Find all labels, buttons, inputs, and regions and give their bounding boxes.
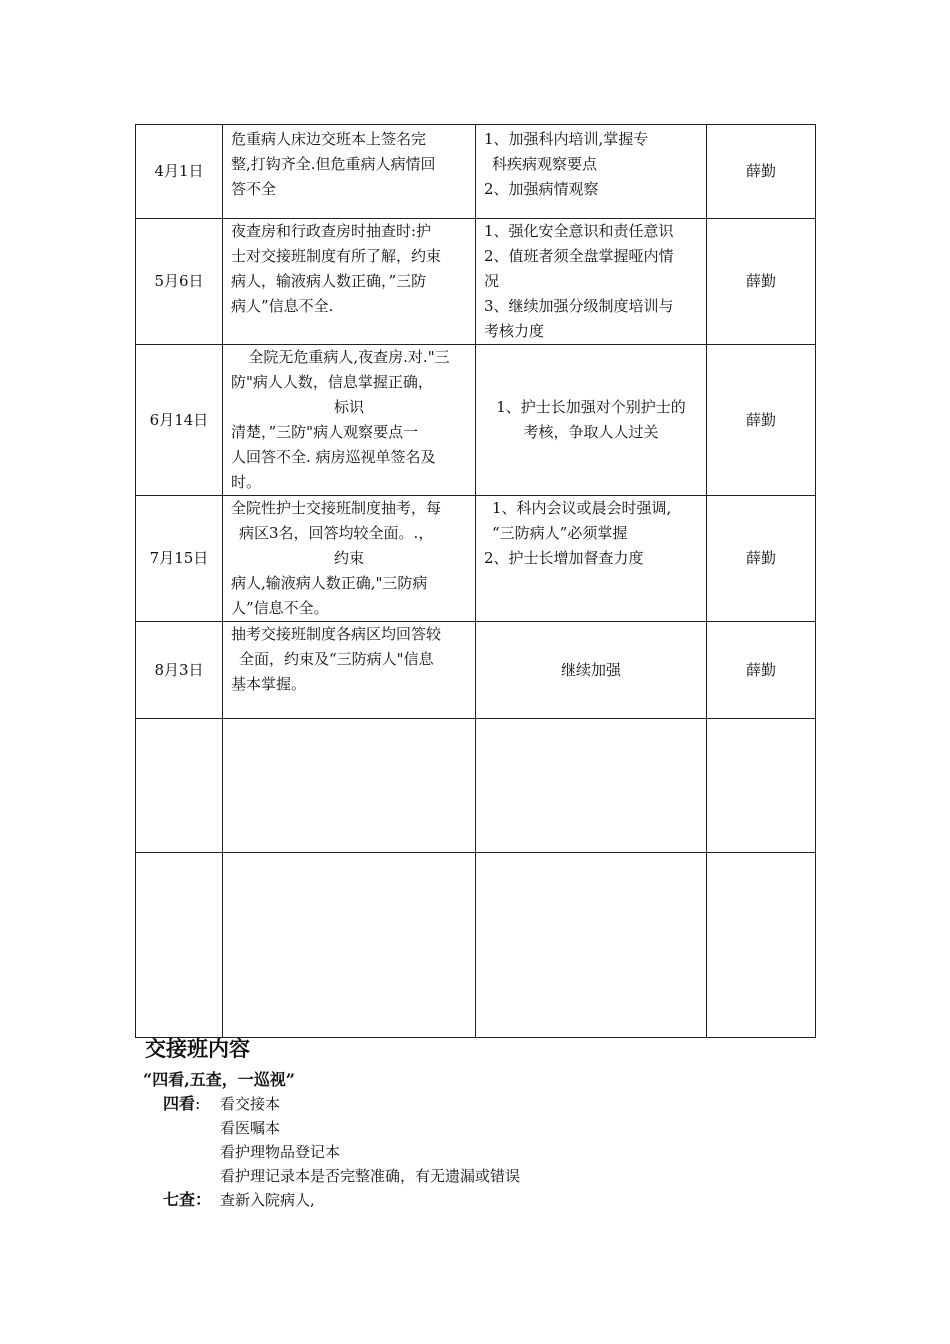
four-look-item: 看护理物品登记本 [220, 1143, 341, 1161]
owner-cell: 薛勤 [707, 622, 816, 719]
table-row [136, 345, 816, 496]
problem-line: 危重病人床边交班本上签名完 [231, 130, 427, 148]
problem-line: 时。 [231, 473, 262, 491]
four-look-row [145, 1092, 520, 1116]
owner-cell [707, 853, 816, 1038]
problem-line: 抽考交接班制度各病区均回答较 [231, 625, 442, 643]
table-row [136, 622, 816, 719]
table-row [136, 125, 816, 219]
problem-line: 答不全 [231, 180, 277, 198]
date-cell [136, 719, 223, 853]
table-row [136, 719, 816, 853]
problem-cell [223, 496, 476, 622]
date-cell: 8月3日 [136, 622, 223, 719]
handover-content-section [145, 1034, 520, 1212]
date-cell [136, 853, 223, 1038]
problem-line: 防"病人人数，信息掌握正确， [231, 373, 433, 391]
problem-line: 士对交接班制度有所了解，约束 [231, 247, 442, 265]
problem-cell [223, 719, 476, 853]
problem-line: 基本掌握。 [231, 675, 307, 693]
date-cell: 6月14日 [136, 345, 223, 496]
problem-line: 全面，约束及“三防病人"信息 [239, 650, 434, 668]
problem-line: 全院无危重病人,夜查房.对."三 [248, 348, 450, 366]
measure-cell [476, 345, 707, 496]
problem-cell [223, 345, 476, 496]
problem-line: 标识 [333, 398, 364, 416]
measure-cell [476, 853, 707, 1038]
problem-line: 人”信息不全。 [231, 599, 329, 617]
measure-line: 考核力度 [484, 322, 545, 340]
date-cell: 7月15日 [136, 496, 223, 622]
problem-line: 病人，输液病人数正确，”三防 [231, 272, 427, 290]
measure-line: 1、加强科内培训,掌握专 [484, 130, 649, 148]
owner-cell [707, 719, 816, 853]
problem-cell [223, 219, 476, 345]
measure-cell [476, 496, 707, 622]
seven-check-item: 查新入院病人, [220, 1191, 315, 1209]
table-row [136, 219, 816, 345]
four-look-item: 看医嘱本 [220, 1119, 281, 1137]
measure-cell [476, 719, 707, 853]
measure-line: 考核，争取人人过关 [523, 423, 659, 441]
problem-line: 病人”信息不全. [231, 297, 334, 315]
problem-line: 病区3名，回答均较全面。.， [239, 524, 434, 542]
problem-line: 约束 [333, 549, 364, 567]
four-look-item: 看护理记录本是否完整准确，有无遗漏或错误 [220, 1167, 521, 1185]
four-look-label: 四看: [163, 1094, 201, 1113]
measure-cell [476, 622, 707, 719]
measure-line: 2、加强病情观察 [484, 180, 599, 198]
owner-cell: 薛勤 [707, 345, 816, 496]
measure-cell [476, 125, 707, 219]
owner-cell: 薛勤 [707, 219, 816, 345]
four-look-row [145, 1116, 520, 1140]
date-cell: 5月6日 [136, 219, 223, 345]
problem-cell [223, 622, 476, 719]
problem-line: 夜查房和行政查房时抽查时:护 [231, 222, 432, 240]
date-cell: 4月1日 [136, 125, 223, 219]
measure-line: 2、护士长增加督查力度 [484, 549, 644, 567]
problem-cell [223, 853, 476, 1038]
problem-cell [223, 125, 476, 219]
measure-line: 1、护士长加强对个别护士的 [496, 398, 686, 416]
problem-line: 清楚，”三防"病人观察要点一 [231, 423, 419, 441]
measure-line: 1、科内会议或晨会时强调, [492, 499, 672, 517]
problem-line: 病人,输液病人数正确,"三防病 [231, 574, 428, 592]
four-look-row [145, 1140, 520, 1164]
measure-line: 继续加强 [560, 661, 621, 679]
problem-line: 全院性护士交接班制度抽考，每 [231, 499, 442, 517]
measure-line: “三防病人”必须掌握 [492, 524, 628, 542]
table-row [136, 853, 816, 1038]
measure-line: 科疾病观察要点 [492, 155, 598, 173]
owner-cell: 薛勤 [707, 125, 816, 219]
measure-line: 2、值班者须全盘掌握哑内情 [484, 247, 674, 265]
four-look-item: 看交接本 [220, 1095, 281, 1113]
problem-line: 人回答不全. 病房巡视单签名及 [231, 448, 436, 466]
handover-inspection-table [135, 124, 816, 1038]
owner-cell: 薛勤 [707, 496, 816, 622]
seven-check-row [145, 1188, 520, 1212]
measure-line: 况 [484, 272, 500, 290]
section-subtitle: “四看,五查，一巡视” [143, 1070, 295, 1089]
table-row [136, 496, 816, 622]
problem-line: 整,打钩齐全.但危重病人病情回 [231, 155, 436, 173]
measure-line: 1、强化安全意识和责任意识 [484, 222, 674, 240]
four-look-row [145, 1164, 520, 1188]
measure-cell [476, 219, 707, 345]
measure-line: 3、继续加强分级制度培训与 [484, 297, 674, 315]
section-title: 交接班内容 [145, 1036, 250, 1061]
seven-check-label: 七查： [163, 1190, 212, 1209]
